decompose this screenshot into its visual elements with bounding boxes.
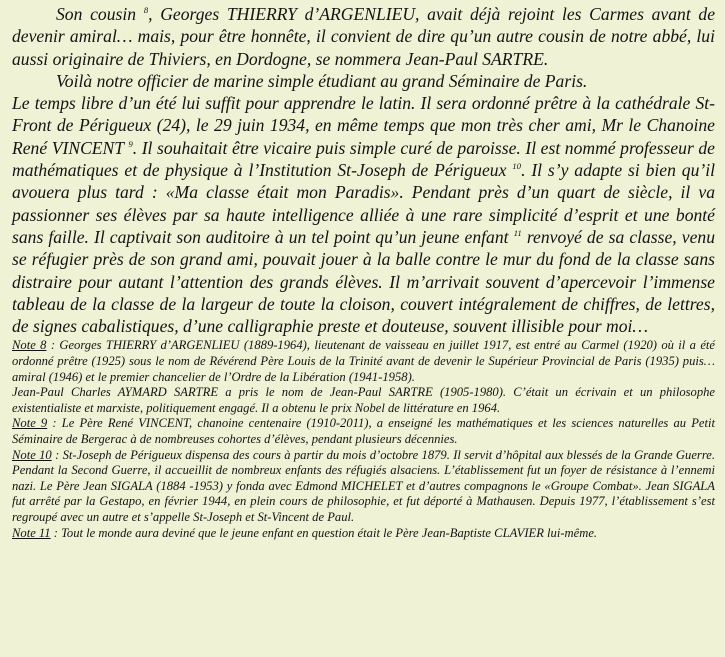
footnote-text: : Georges THIERRY d’ARGENLIEU (1889-1964), lieutenant de vaisseau en juillet 1917, est entré au Carmel (1920) où il a été ordonné prêtre (1925) sous le nom de Révérend Père Louis de la Trinité avant de devenir le Supérieur Provincial de Paris (1935) puis… amiral (1946) et le premier chancelier de l’Ordre de la Libération (1941-1958). bbox=[12, 338, 715, 384]
paragraph-3-text-c: . Il s’y adapte si bien qu’il avouera plus tard : «Ma classe était mon Paradis». Pendant près d’un quart de siècle, il va passionner ses élèves par sa haute intelligence alliée à une rare simplicité d’esprit et une bonté sans faille. Il captivait son auditoire à un tel point qu’un jeune enfant bbox=[12, 160, 715, 247]
paragraph-1-text-b: , Georges THIERRY d’ARGENLIEU, avait déjà rejoint les Carmes avant de devenir amiral… mais, pour être honnête, il convient de dire qu’un autre cousin de notre abbé, lui aussi originaire de Thiviers, en Dordogne, se nommera Jean-Paul SARTRE. bbox=[12, 4, 716, 69]
footnote-8-continued bbox=[12, 385, 715, 416]
footnote-ref-11: 11 bbox=[513, 228, 522, 239]
paragraph-1 bbox=[12, 3, 715, 70]
footnote-ref-9: 9 bbox=[128, 138, 133, 149]
paragraph-3-text-d: renvoyé de sa classe, venu se réfugier près de son grand ami, pouvait jouer à la balle contre le mur du fond de la classe sans distraire pour autant l’attention des grands élèves. Il m’arrivait souvent d’apercevoir l’immense tableau de la classe de la largeur de toute la cloison, couvert intégralement de chiffres, de lettres, de signes cabalistiques, d’une calligraphie preste et douteuse, souvent illisible pour moi… bbox=[12, 226, 715, 337]
main-text bbox=[12, 3, 715, 337]
footnote-8 bbox=[12, 338, 715, 385]
footnotes bbox=[12, 338, 715, 541]
paragraph-3-text-b: . Il souhaitait être vicaire puis simple curé de paroisse. Il est nommé professeur de mathématiques et de physique à l’Institution St-Joseph de Périgueux bbox=[12, 137, 715, 181]
footnote-10 bbox=[12, 448, 715, 526]
footnote-11 bbox=[12, 526, 715, 542]
footnote-ref-8: 8 bbox=[143, 5, 149, 16]
paragraph-3 bbox=[12, 92, 715, 337]
footnote-text: Jean-Paul Charles AYMARD SARTRE a pris le nom de Jean-Paul SARTRE (1905-1980). C’était un écrivain et un philosophe existentialiste et marxiste, politiquement engagé. Il a obtenu le prix Nobel de littérature en 1964. bbox=[12, 385, 715, 415]
footnote-label: Note 9 bbox=[12, 416, 48, 431]
footnote-text: : Le Père René VINCENT, chanoine centenaire (1910-2011), a enseigné les mathématiques et les sciences naturelles au Petit Séminaire de Bergerac à de nombreuses cohortes d’élèves, pendant plusieurs décennies. bbox=[12, 416, 715, 447]
footnote-text: : Tout le monde aura deviné que le jeune enfant en question était le Père Jean-Baptiste CLAVIER lui-même. bbox=[50, 525, 598, 540]
footnote-ref-10: 10 bbox=[512, 161, 522, 172]
paragraph-3-text-a: Le temps libre d’un été lui suffit pour apprendre le latin. Il sera ordonné prêtre à la cathédrale St-Front de Périgueux (24), le 29 juin 1934, en même temps que mon très cher ami, Mr le Chanoine René VINCENT bbox=[12, 93, 715, 158]
paragraph-1-text-a: Son cousin bbox=[56, 4, 144, 24]
footnote-text: : St-Joseph de Périgueux dispensa des cours à partir du mois d’octobre 1879. Il servit d’hôpital aux blessés de la Grande Guerre. Pendant la Second Guerre, il accueillit de nombreux enfants des réfugiés alsaciens. L’établissement fut un foyer de résistance à l’ennemi nazi. Le Père Jean SIGALA (1884 -1953) y fonda avec Edmond MICHELET et d’autres compagnons le «Groupe Combat». Jean SIGALA fut arrêté par la Gestapo, en février 1944, en plein cours de philosophie, et fut déporté à Mathausen. Depuis 1977, l’établissement s’est regroupé avec un autre et s’appelle St-Joseph et St-Vincent de Paul. bbox=[12, 447, 715, 524]
paragraph-2: Voilà notre officier de marine simple étudiant au grand Séminaire de Paris. bbox=[56, 70, 588, 91]
footnote-9 bbox=[12, 416, 715, 447]
footnote-label: Note 10 bbox=[12, 447, 52, 462]
footnote-label: Note 11 bbox=[12, 525, 51, 540]
footnote-label: Note 8 bbox=[12, 338, 47, 353]
